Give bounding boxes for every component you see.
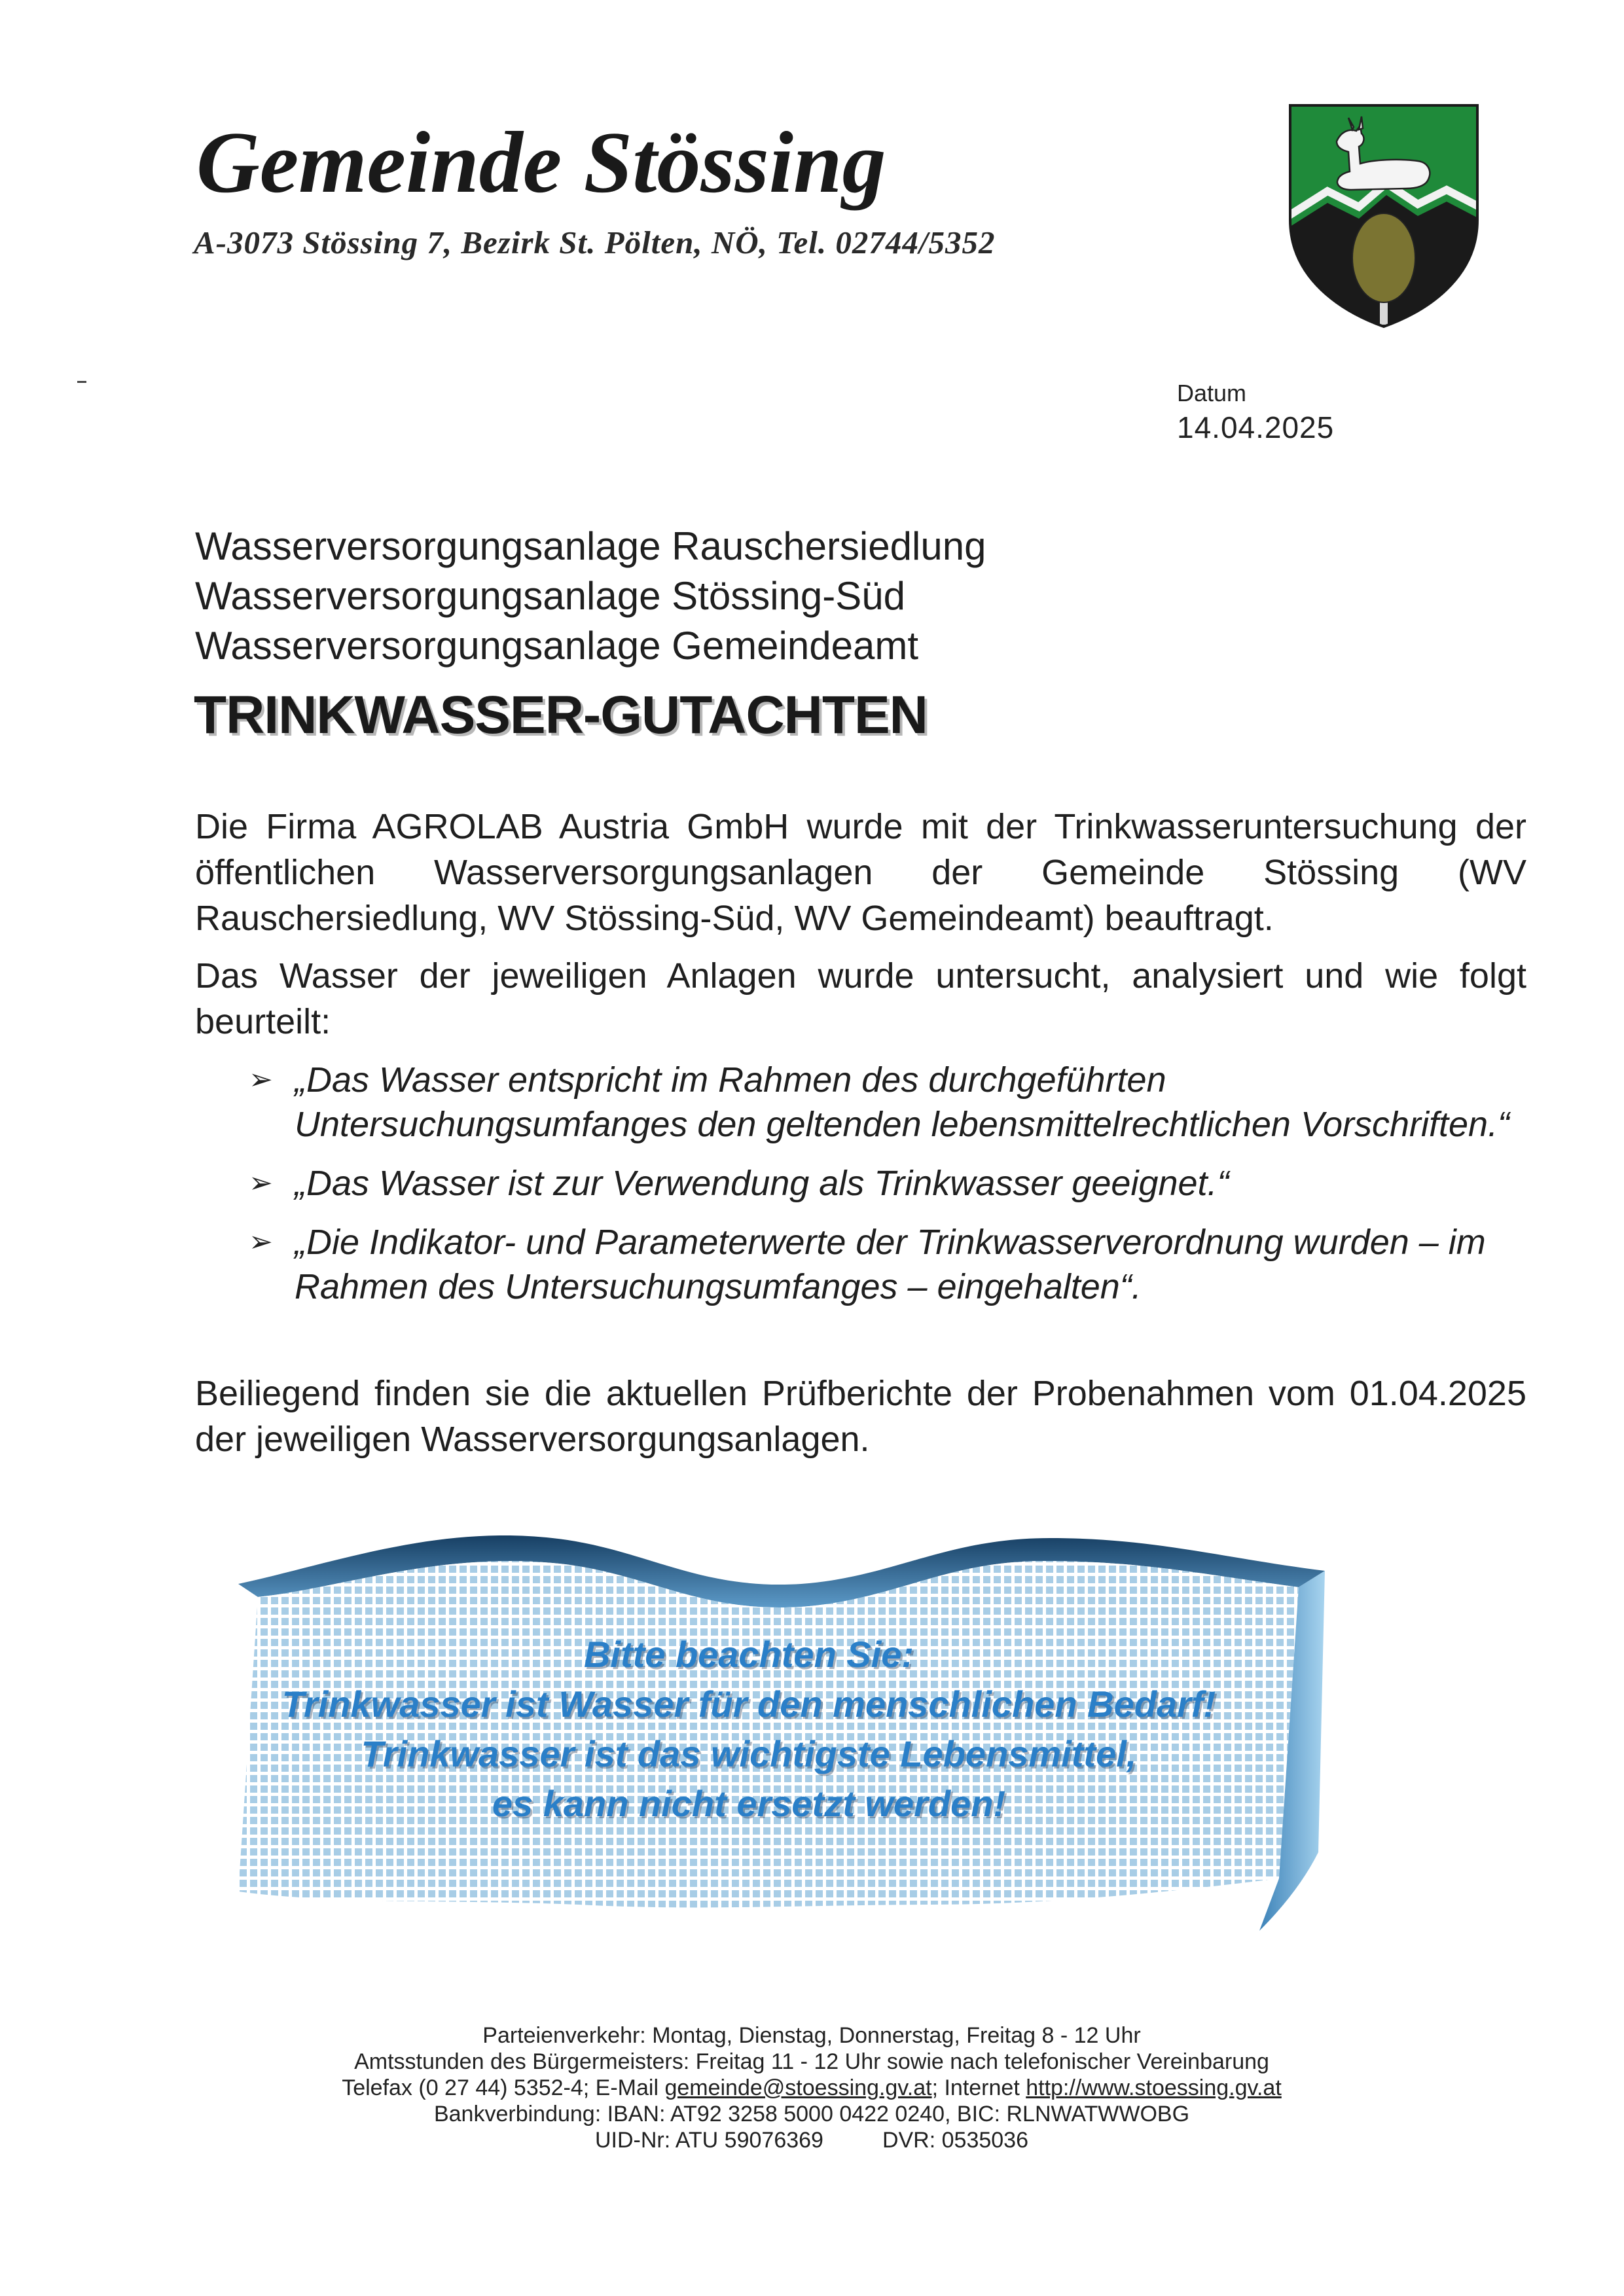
organization-address: A-3073 Stössing 7, Bezirk St. Pölten, NÖ, Tel. 02744/5352	[194, 224, 996, 260]
body-paragraph-1: Die Firma AGROLAB Austria GmbH wurde mit der Trinkwasseruntersuchung der öffentlichen Wasserversorgungsanlagen der Gemeinde Stössing (WV Rauschersiedlung, WV Stössing-Süd, WV Gemeindeamt) beauftragt.	[195, 807, 1526, 938]
body-paragraph-3: Beiliegend finden sie die aktuellen Prüfberichte der Probenahmen vom 01.04.2025 der jeweiligen Wasserversorgungsanlagen.	[195, 1374, 1526, 1459]
document-title: TRINKWASSER-GUTACHTEN	[194, 685, 928, 745]
footer-dvr: DVR: 0535036	[882, 2128, 1028, 2153]
notice-line: Trinkwasser ist Wasser für den menschlichen Bedarf!	[281, 1683, 1216, 1725]
footer-contact	[249, 2075, 1375, 2101]
assessment-item	[249, 1220, 1545, 1309]
assessment-text: „Das Wasser ist zur Verwendung als Trinkwasser geeignet.“	[295, 1164, 1229, 1203]
subject-lines	[195, 522, 986, 671]
assessment-text: „Die Indikator- und Parameterwerte der Trinkwasserverordnung wurden – im Rahmen des Untersuchungsumfanges – eingehalten“.	[295, 1223, 1486, 1306]
notice-line: es kann nicht ersetzt werden!	[492, 1783, 1006, 1824]
water-notice	[238, 1630, 1259, 1829]
arrow-bullet-icon: ➢	[249, 1167, 273, 1199]
email-link[interactable]: gemeinde@stoessing.gv.at	[664, 2075, 932, 2100]
assessment-text: „Das Wasser entspricht im Rahmen des durchgeführten Untersuchungsumfanges den geltenden lebensmittelrechtlichen Vorschriften.“	[295, 1060, 1510, 1144]
arrow-bullet-icon: ➢	[249, 1226, 273, 1258]
assessment-item	[249, 1161, 1545, 1206]
arrow-bullet-icon: ➢	[249, 1064, 273, 1096]
margin-mark	[77, 381, 86, 383]
subject-line: Wasserversorgungsanlage Gemeindeamt	[195, 624, 918, 668]
date-label: Datum	[1177, 380, 1247, 406]
assessment-item	[249, 1058, 1545, 1147]
footer	[249, 2022, 1375, 2153]
body-paragraph-2: Das Wasser der jeweiligen Anlagen wurde untersucht, analysiert und wie folgt beurteilt:	[195, 956, 1526, 1041]
footer-fax: Telefax (0 27 44) 5352-4; E-Mail	[342, 2075, 665, 2100]
footer-bank: Bankverbindung: IBAN: AT92 3258 5000 0422 0240, BIC: RLNWATWWOBG	[433, 2102, 1190, 2126]
website-link[interactable]: http://www.stoessing.gv.at	[1026, 2075, 1282, 2100]
assessment-list	[249, 1058, 1545, 1323]
notice-heading: Bitte beachten Sie:	[583, 1634, 914, 1675]
footer-internet-label: ; Internet	[931, 2075, 1026, 2100]
footer-office-hours: Parteienverkehr: Montag, Dienstag, Donnerstag, Freitag 8 - 12 Uhr	[482, 2023, 1141, 2048]
coat-of-arms-icon	[1288, 103, 1479, 329]
organization-name: Gemeinde Stössing	[196, 114, 886, 211]
footer-mayor-hours: Amtsstunden des Bürgermeisters: Freitag 11 - 12 Uhr sowie nach telefonischer Vereinbarung	[354, 2049, 1269, 2074]
subject-line: Wasserversorgungsanlage Rauschersiedlung	[195, 524, 986, 568]
subject-line: Wasserversorgungsanlage Stössing-Süd	[195, 574, 906, 618]
footer-uid: UID-Nr: ATU 59076369	[594, 2128, 823, 2153]
notice-line: Trinkwasser ist das wichtigste Lebensmittel,	[361, 1733, 1137, 1774]
footer-ids	[249, 2127, 1375, 2153]
date-value: 14.04.2025	[1177, 410, 1335, 444]
